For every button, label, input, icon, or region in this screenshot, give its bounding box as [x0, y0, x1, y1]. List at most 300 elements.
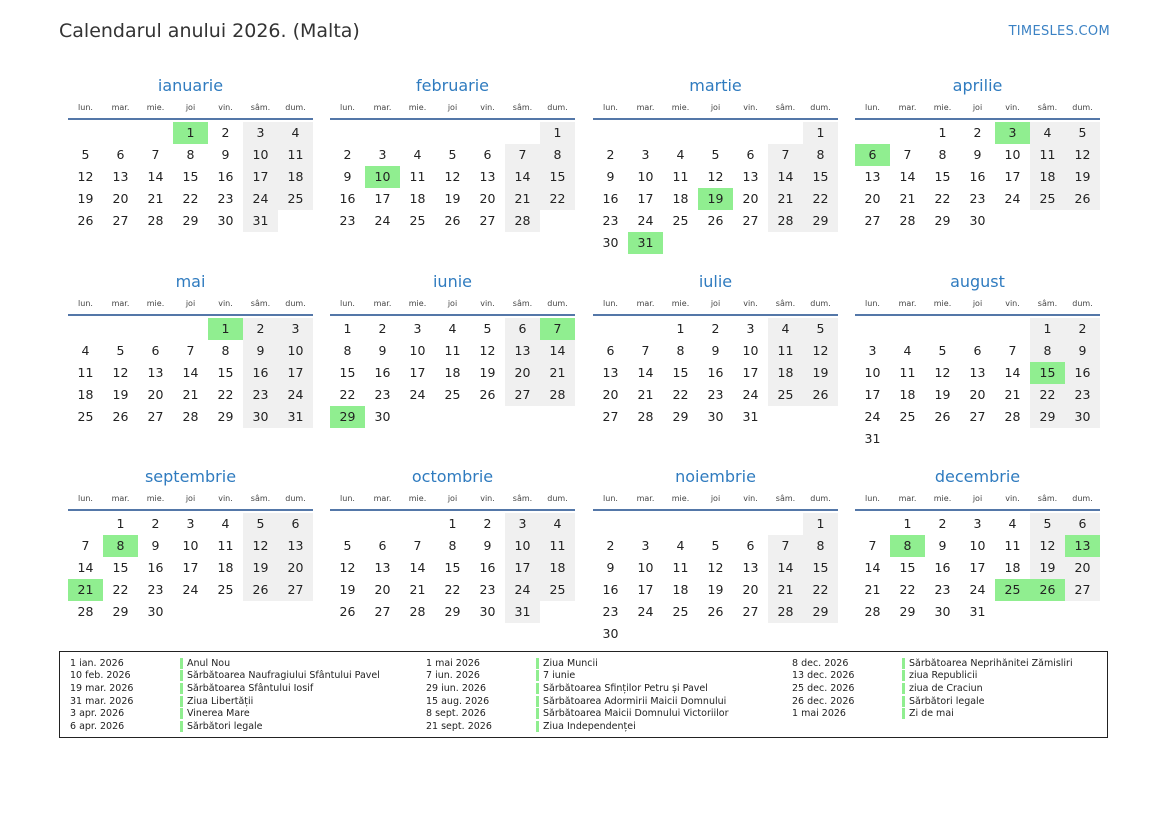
- day-cell: 17: [278, 362, 313, 384]
- holiday-day-cell: 6: [855, 144, 890, 166]
- weekday-header: [593, 489, 838, 507]
- day-cell: 28: [768, 210, 803, 232]
- week-row: [855, 601, 1100, 623]
- empty-cell: [768, 122, 803, 144]
- empty-cell: [733, 513, 768, 535]
- legend-date: 10 feb. 2026: [70, 670, 131, 682]
- empty-cell: [505, 406, 540, 428]
- empty-cell: [733, 122, 768, 144]
- day-cell: 30: [602, 235, 619, 250]
- legend-marker: [180, 683, 183, 694]
- day-cell: 6: [1065, 513, 1100, 535]
- day-cell: 8: [343, 343, 352, 358]
- empty-cell: [803, 623, 838, 645]
- weekday-label: dum.: [285, 298, 306, 308]
- day-cell: 23: [707, 387, 724, 402]
- day-cell: 16: [147, 560, 164, 575]
- month-septembrie: [68, 465, 313, 623]
- day-cell: 7: [868, 538, 877, 553]
- day-cell: 4: [676, 538, 685, 553]
- weekday-label: dum.: [1072, 493, 1093, 503]
- empty-cell: [68, 122, 103, 144]
- day-cell: 21: [409, 582, 426, 597]
- legend-holiday-name: Zi de mai: [909, 708, 954, 720]
- legend-holiday-name: Sărbătoarea Sfântului Iosif: [187, 682, 314, 694]
- empty-cell: [1065, 601, 1100, 623]
- empty-cell: [733, 232, 768, 254]
- day-cell: 8: [803, 535, 838, 557]
- day-cell: 20: [505, 362, 540, 384]
- weekday-label: mie.: [671, 493, 690, 503]
- legend-marker: [536, 670, 539, 681]
- holiday-day-cell: 13: [1065, 535, 1100, 557]
- legend-item: [426, 657, 729, 670]
- day-cell: 12: [1065, 144, 1100, 166]
- week-row: [855, 406, 1100, 428]
- day-cell: 12: [444, 169, 461, 184]
- weekday-label: dum.: [1072, 298, 1093, 308]
- day-cell: 14: [768, 557, 803, 579]
- header-divider: [855, 118, 1100, 120]
- weekday-header: [855, 98, 1100, 116]
- month-name: iulie: [698, 272, 733, 291]
- legend-item: [70, 657, 380, 670]
- holiday-day-cell: 10: [365, 166, 400, 188]
- weekday-label: mie.: [933, 298, 952, 308]
- day-cell: 29: [934, 213, 951, 228]
- month-name: aprilie: [952, 76, 1003, 95]
- legend-item: [792, 657, 1073, 670]
- day-cell: 19: [1065, 166, 1100, 188]
- holiday-day-cell: 8: [890, 535, 925, 557]
- holiday-day-cell: 15: [1030, 362, 1065, 384]
- week-row: [855, 166, 1100, 188]
- holiday-day-cell: 21: [68, 579, 103, 601]
- week-row: [855, 144, 1100, 166]
- day-cell: 20: [278, 557, 313, 579]
- weekday-label: joi: [710, 493, 721, 503]
- week-row: [593, 384, 838, 406]
- month-name: septembrie: [144, 467, 237, 486]
- legend-date: 29 iun. 2026: [426, 682, 487, 694]
- weekday-label: mar.: [636, 102, 655, 112]
- week-row: [68, 535, 313, 557]
- legend-holiday-name: Ziua Muncii: [543, 657, 598, 669]
- day-cell: 8: [803, 144, 838, 166]
- weekday-label: lun.: [340, 493, 355, 503]
- day-cell: 25: [444, 387, 461, 402]
- weekday-label: dum.: [1072, 102, 1093, 112]
- day-cell: 10: [182, 538, 199, 553]
- site-link[interactable]: TIMESLES.COM: [1008, 24, 1110, 39]
- day-cell: 12: [243, 535, 278, 557]
- day-cell: 22: [444, 582, 461, 597]
- day-cell: 11: [278, 144, 313, 166]
- week-row: [593, 601, 838, 623]
- day-cell: 22: [112, 582, 129, 597]
- day-cell: 19: [112, 387, 129, 402]
- legend-date: 25 dec. 2026: [792, 682, 855, 694]
- day-cell: 5: [81, 147, 90, 162]
- empty-cell: [593, 122, 628, 144]
- weekday-label: vin.: [218, 102, 233, 112]
- empty-cell: [138, 122, 173, 144]
- weekday-label: mar.: [898, 493, 917, 503]
- day-cell: 27: [742, 213, 759, 228]
- empty-cell: [628, 623, 663, 645]
- day-cell: 20: [742, 191, 759, 206]
- holiday-day-cell: 8: [103, 535, 138, 557]
- week-row: [68, 362, 313, 384]
- weekday-label: vin.: [480, 493, 495, 503]
- empty-cell: [768, 232, 803, 254]
- header-divider: [68, 314, 313, 316]
- empty-cell: [1065, 210, 1100, 232]
- day-cell: 24: [374, 213, 391, 228]
- day-cell: 6: [483, 147, 492, 162]
- weekday-label: joi: [447, 102, 458, 112]
- week-row: [330, 406, 575, 428]
- day-cell: 13: [147, 365, 164, 380]
- day-cell: 18: [409, 191, 426, 206]
- day-cell: 28: [540, 384, 575, 406]
- day-cell: 1: [343, 321, 352, 336]
- day-cell: 27: [479, 213, 496, 228]
- week-row: [330, 384, 575, 406]
- day-cell: 7: [1008, 343, 1017, 358]
- week-row: [593, 535, 838, 557]
- day-cell: 19: [243, 557, 278, 579]
- day-cell: 12: [934, 365, 951, 380]
- legend-date: 1 ian. 2026: [70, 657, 124, 669]
- week-row: [593, 188, 838, 210]
- day-cell: 8: [1030, 340, 1065, 362]
- day-cell: 10: [243, 144, 278, 166]
- day-cell: 23: [147, 582, 164, 597]
- day-cell: 8: [540, 144, 575, 166]
- day-cell: 24: [969, 582, 986, 597]
- day-cell: 4: [768, 318, 803, 340]
- day-cell: 28: [505, 210, 540, 232]
- day-cell: 24: [742, 387, 759, 402]
- empty-cell: [995, 210, 1030, 232]
- day-cell: 3: [243, 122, 278, 144]
- legend-marker: [902, 670, 905, 681]
- weekday-header: [855, 294, 1100, 312]
- month-name: august: [950, 272, 1005, 291]
- week-row: [593, 318, 838, 340]
- day-cell: 26: [479, 387, 496, 402]
- week-row: [593, 362, 838, 384]
- day-cell: 8: [221, 343, 230, 358]
- day-cell: 10: [637, 169, 654, 184]
- legend-marker: [536, 658, 539, 669]
- day-cell: 3: [641, 538, 650, 553]
- day-cell: 21: [182, 387, 199, 402]
- day-cell: 28: [147, 213, 164, 228]
- weekday-label: dum.: [285, 102, 306, 112]
- legend-marker: [180, 696, 183, 707]
- legend-marker: [902, 683, 905, 694]
- day-cell: 22: [182, 191, 199, 206]
- empty-cell: [733, 623, 768, 645]
- legend-holiday-name: Sărbătoarea Maicii Domnului Victoriilor: [543, 708, 729, 720]
- empty-cell: [628, 122, 663, 144]
- weekday-label: mar.: [373, 493, 392, 503]
- legend-date: 7 iun. 2026: [426, 670, 480, 682]
- day-cell: 17: [505, 557, 540, 579]
- week-row: [855, 535, 1100, 557]
- day-cell: 26: [803, 384, 838, 406]
- weekday-label: mar.: [636, 493, 655, 503]
- day-cell: 7: [186, 343, 195, 358]
- header-divider: [330, 314, 575, 316]
- day-cell: 18: [899, 387, 916, 402]
- day-cell: 6: [378, 538, 387, 553]
- legend-item: [792, 707, 1073, 720]
- day-cell: 15: [803, 557, 838, 579]
- day-cell: 1: [448, 516, 457, 531]
- day-cell: 17: [969, 560, 986, 575]
- empty-cell: [663, 513, 698, 535]
- day-cell: 4: [1008, 516, 1017, 531]
- day-cell: 23: [934, 582, 951, 597]
- empty-cell: [173, 601, 208, 623]
- weekday-label: vin.: [218, 298, 233, 308]
- day-cell: 16: [243, 362, 278, 384]
- legend-date: 1 mai 2026: [426, 657, 480, 669]
- day-cell: 12: [707, 560, 724, 575]
- empty-cell: [470, 122, 505, 144]
- legend-marker: [536, 721, 539, 732]
- legend-item: [426, 682, 729, 695]
- day-cell: 22: [899, 582, 916, 597]
- legend-item: [70, 707, 380, 720]
- day-cell: 6: [746, 538, 755, 553]
- day-cell: 17: [1004, 169, 1021, 184]
- legend-date: 8 sept. 2026: [426, 708, 486, 720]
- weekday-label: dum.: [810, 493, 831, 503]
- weekday-header: [330, 489, 575, 507]
- empty-cell: [628, 318, 663, 340]
- day-cell: 28: [182, 409, 199, 424]
- day-cell: 13: [742, 169, 759, 184]
- day-cell: 21: [864, 582, 881, 597]
- day-cell: 25: [278, 188, 313, 210]
- day-cell: 2: [151, 516, 160, 531]
- empty-cell: [1030, 210, 1065, 232]
- empty-cell: [890, 122, 925, 144]
- day-cell: 14: [505, 166, 540, 188]
- day-cell: 2: [1065, 318, 1100, 340]
- day-cell: 5: [448, 147, 457, 162]
- weekday-label: joi: [972, 102, 983, 112]
- day-cell: 3: [641, 147, 650, 162]
- day-cell: 18: [672, 582, 689, 597]
- legend-date: 21 sept. 2026: [426, 720, 492, 732]
- day-cell: 22: [339, 387, 356, 402]
- empty-cell: [698, 513, 733, 535]
- day-cell: 24: [243, 188, 278, 210]
- day-cell: 13: [479, 169, 496, 184]
- weekday-label: mie.: [408, 102, 427, 112]
- empty-cell: [278, 210, 313, 232]
- day-cell: 13: [969, 365, 986, 380]
- day-cell: 1: [676, 321, 685, 336]
- legend-column: [426, 657, 729, 733]
- weekday-label: mar.: [111, 102, 130, 112]
- legend-holiday-name: Sărbători legale: [187, 720, 263, 732]
- day-cell: 9: [606, 560, 615, 575]
- legend-date: 3 apr. 2026: [70, 708, 125, 720]
- day-cell: 26: [707, 213, 724, 228]
- day-cell: 19: [803, 362, 838, 384]
- day-cell: 2: [221, 125, 230, 140]
- day-cell: 4: [221, 516, 230, 531]
- day-cell: 9: [973, 147, 982, 162]
- month-decembrie: [855, 465, 1100, 623]
- day-cell: 12: [707, 169, 724, 184]
- day-cell: 10: [505, 535, 540, 557]
- empty-cell: [768, 623, 803, 645]
- day-cell: 23: [602, 604, 619, 619]
- day-cell: 10: [637, 560, 654, 575]
- day-cell: 20: [1065, 557, 1100, 579]
- day-cell: 15: [339, 365, 356, 380]
- day-cell: 22: [803, 188, 838, 210]
- day-cell: 17: [182, 560, 199, 575]
- day-cell: 9: [378, 343, 387, 358]
- month-name: decembrie: [934, 467, 1021, 486]
- day-cell: 10: [409, 343, 426, 358]
- day-cell: 15: [672, 365, 689, 380]
- day-cell: 3: [746, 321, 755, 336]
- day-cell: 22: [934, 191, 951, 206]
- weekday-label: dum.: [547, 493, 568, 503]
- day-cell: 21: [505, 188, 540, 210]
- empty-cell: [400, 406, 435, 428]
- day-cell: 25: [1030, 188, 1065, 210]
- day-cell: 20: [479, 191, 496, 206]
- empty-cell: [1065, 428, 1100, 450]
- day-cell: 16: [934, 560, 951, 575]
- legend-marker: [180, 658, 183, 669]
- day-cell: 13: [742, 560, 759, 575]
- day-cell: 14: [768, 166, 803, 188]
- week-row: [855, 384, 1100, 406]
- empty-cell: [995, 318, 1030, 340]
- legend-column: [792, 657, 1073, 720]
- page-title: Calendarul anului 2026. (Malta): [59, 20, 360, 42]
- day-cell: 25: [672, 604, 689, 619]
- day-cell: 17: [374, 191, 391, 206]
- day-cell: 18: [444, 365, 461, 380]
- day-cell: 29: [182, 213, 199, 228]
- day-cell: 18: [278, 166, 313, 188]
- day-cell: 23: [479, 582, 496, 597]
- day-cell: 23: [339, 213, 356, 228]
- day-cell: 25: [768, 384, 803, 406]
- day-cell: 10: [742, 343, 759, 358]
- empty-cell: [890, 318, 925, 340]
- weekday-label: mar.: [636, 298, 655, 308]
- day-cell: 30: [602, 626, 619, 641]
- day-cell: 9: [343, 169, 352, 184]
- day-cell: 31: [243, 210, 278, 232]
- day-cell: 26: [77, 213, 94, 228]
- week-row: [330, 535, 575, 557]
- week-row: [68, 318, 313, 340]
- month-name: martie: [689, 76, 742, 95]
- day-cell: 28: [409, 604, 426, 619]
- week-row: [855, 340, 1100, 362]
- week-row: [330, 513, 575, 535]
- day-cell: 18: [768, 362, 803, 384]
- weekday-label: lun.: [340, 102, 355, 112]
- empty-cell: [470, 406, 505, 428]
- empty-cell: [243, 601, 278, 623]
- day-cell: 4: [81, 343, 90, 358]
- month-martie: [593, 74, 838, 254]
- day-cell: 14: [77, 560, 94, 575]
- week-row: [330, 166, 575, 188]
- week-row: [855, 362, 1100, 384]
- weekday-label: mar.: [898, 298, 917, 308]
- day-cell: 2: [606, 538, 615, 553]
- week-row: [593, 340, 838, 362]
- holiday-day-cell: 19: [698, 188, 733, 210]
- day-cell: 25: [540, 579, 575, 601]
- day-cell: 21: [768, 188, 803, 210]
- empty-cell: [540, 210, 575, 232]
- day-cell: 27: [742, 604, 759, 619]
- header-divider: [593, 509, 838, 511]
- legend-item: [70, 720, 380, 733]
- day-cell: 16: [602, 191, 619, 206]
- day-cell: 23: [969, 191, 986, 206]
- empty-cell: [855, 318, 890, 340]
- day-cell: 24: [637, 213, 654, 228]
- day-cell: 11: [1004, 538, 1021, 553]
- day-cell: 5: [483, 321, 492, 336]
- weekday-label: mie.: [671, 102, 690, 112]
- day-cell: 25: [672, 213, 689, 228]
- day-cell: 31: [864, 431, 881, 446]
- week-row: [855, 557, 1100, 579]
- weekday-label: joi: [710, 298, 721, 308]
- weekday-label: lun.: [865, 298, 880, 308]
- day-cell: 19: [934, 387, 951, 402]
- week-row: [593, 210, 838, 232]
- day-cell: 30: [217, 213, 234, 228]
- day-cell: 16: [707, 365, 724, 380]
- weekday-label: mie.: [408, 493, 427, 503]
- day-cell: 6: [505, 318, 540, 340]
- day-cell: 23: [374, 387, 391, 402]
- day-cell: 5: [1030, 513, 1065, 535]
- day-cell: 12: [77, 169, 94, 184]
- header-divider: [330, 509, 575, 511]
- week-row: [855, 579, 1100, 601]
- empty-cell: [855, 122, 890, 144]
- weekday-label: mie.: [933, 493, 952, 503]
- day-cell: 18: [1030, 166, 1065, 188]
- empty-cell: [365, 122, 400, 144]
- weekday-label: lun.: [865, 102, 880, 112]
- legend-date: 31 mar. 2026: [70, 695, 134, 707]
- header-divider: [855, 314, 1100, 316]
- day-cell: 30: [1065, 406, 1100, 428]
